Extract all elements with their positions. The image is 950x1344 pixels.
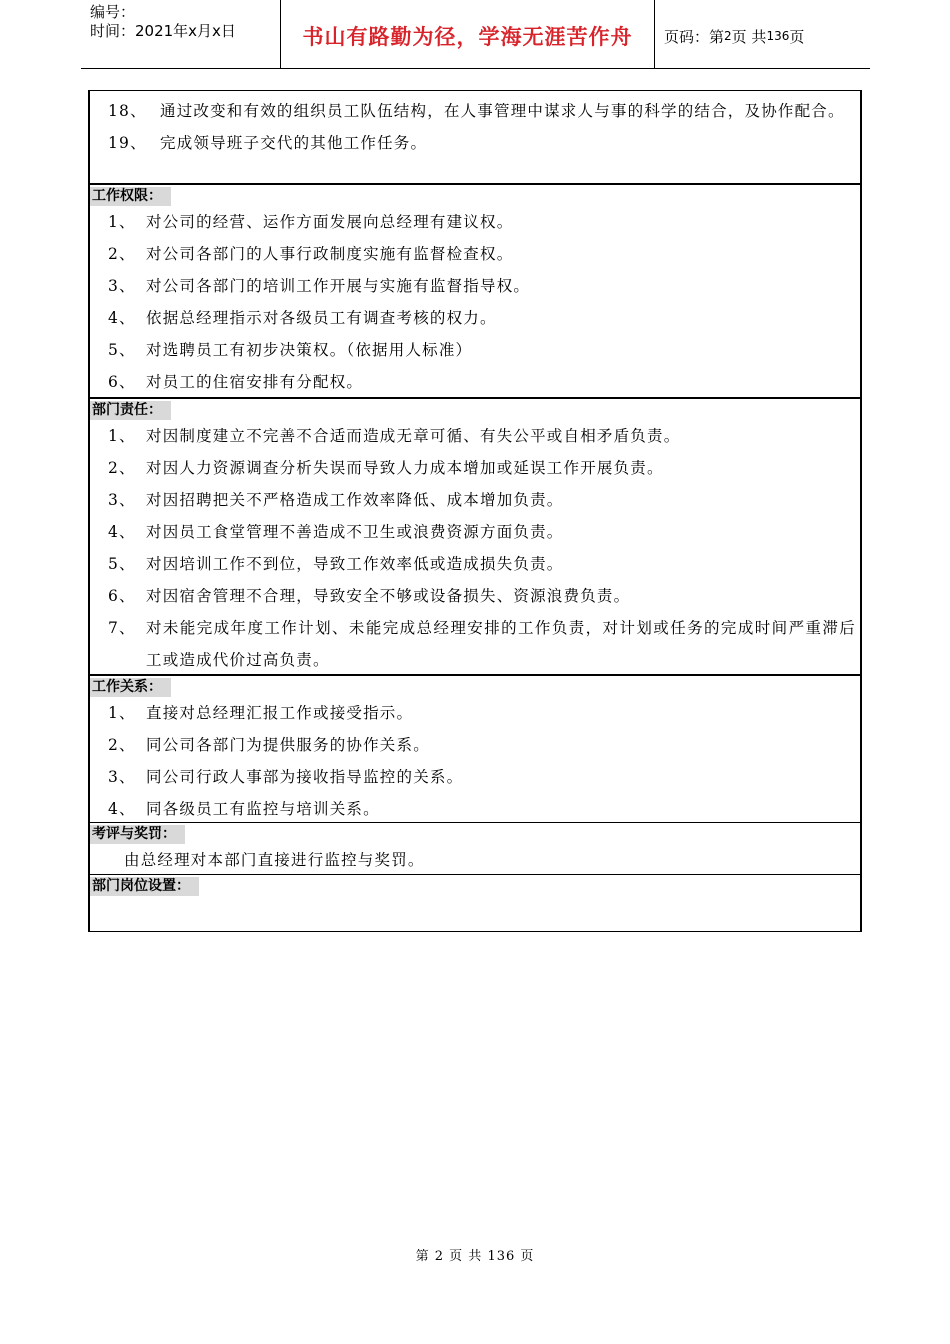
- section-title: 部门岗位设置：: [90, 877, 199, 896]
- list-item: 5、 对因培训工作不到位，导致工作效率低或造成损失负责。: [108, 555, 564, 573]
- header-meta: [81, 0, 281, 68]
- page-suffix: 页: [789, 27, 805, 46]
- list-item: 19、 完成领导班子交代的其他工作任务。: [108, 134, 428, 152]
- list-item: 4、 对因员工食堂管理不善造成不卫生或浪费资源方面负责。: [108, 523, 564, 541]
- header-page-info: [655, 0, 870, 68]
- section-authority: [90, 183, 860, 397]
- list-item: 2、 同公司各部门为提供服务的协作关系。: [108, 736, 430, 754]
- list-item: 4、 依据总经理指示对各级员工有调查考核的权力。: [108, 309, 497, 327]
- list-item: 7、 对未能完成年度工作计划、未能完成总经理安排的工作负责，对计划或任务的完成时间严重滞后工或造成代价过高负责。: [108, 619, 856, 669]
- page-prefix: 页码：第: [664, 27, 725, 46]
- section-positions: [90, 874, 860, 928]
- list-item: 5、 对选聘员工有初步决策权。（依据用人标准）: [108, 341, 473, 359]
- list-item: 4、 同各级员工有监控与培训关系。: [108, 800, 380, 818]
- page-mid: 页 共: [731, 27, 767, 46]
- section-continued: [90, 91, 860, 183]
- list-item: 2、 对公司各部门的人事行政制度实施有监督检查权。: [108, 245, 514, 263]
- list-item: 3、 对因招聘把关不严格造成工作效率降低、成本增加负责。: [108, 491, 564, 509]
- list-item: 6、 对员工的住宿安排有分配权。: [108, 373, 364, 391]
- page-footer: 第 2 页 共 136 页: [415, 1249, 535, 1264]
- section-evaluation: [90, 822, 860, 874]
- section-title: 部门责任：: [90, 401, 171, 420]
- section-title: 工作权限：: [90, 187, 171, 206]
- list-item: 6、 对因宿舍管理不合理，导致安全不够或设备损失、资源浪费负责。: [108, 587, 631, 605]
- list-item: 3、 同公司行政人事部为接收指导监控的关系。: [108, 768, 464, 786]
- list-item: 1、 对因制度建立不完善不合适而造成无章可循、有失公平或自相矛盾负责。: [108, 427, 681, 445]
- job-description-table: [88, 90, 862, 932]
- page-header: [81, 0, 870, 69]
- page-total: 136: [766, 29, 790, 43]
- evaluation-text: 由总经理对本部门直接进行监控与奖罚。: [124, 851, 425, 869]
- page-number: 2: [724, 29, 732, 43]
- list-item: 3、 对公司各部门的培训工作开展与实施有监督指导权。: [108, 277, 531, 295]
- list-item: 18、 通过改变和有效的组织员工队伍结构，在人事管理中谋求人与事的科学的结合，及协作配合。: [108, 102, 845, 120]
- section-responsibility: [90, 397, 860, 674]
- list-item: 1、 直接对总经理汇报工作或接受指示。: [108, 704, 414, 722]
- section-relations: [90, 674, 860, 822]
- list-item: 2、 对因人力资源调查分析失误而导致人力成本增加或延误工作开展负责。: [108, 459, 664, 477]
- list-item: 1、 对公司的经营、运作方面发展向总经理有建议权。: [108, 213, 514, 231]
- header-motto: 书山有路勤为径，学海无涯苦作舟: [281, 0, 655, 68]
- section-title: 考评与奖罚：: [90, 825, 185, 844]
- time-label: 时间：2021年x月x日: [90, 22, 236, 40]
- section-title: 工作关系：: [90, 678, 171, 697]
- number-label: 编号：: [90, 3, 136, 21]
